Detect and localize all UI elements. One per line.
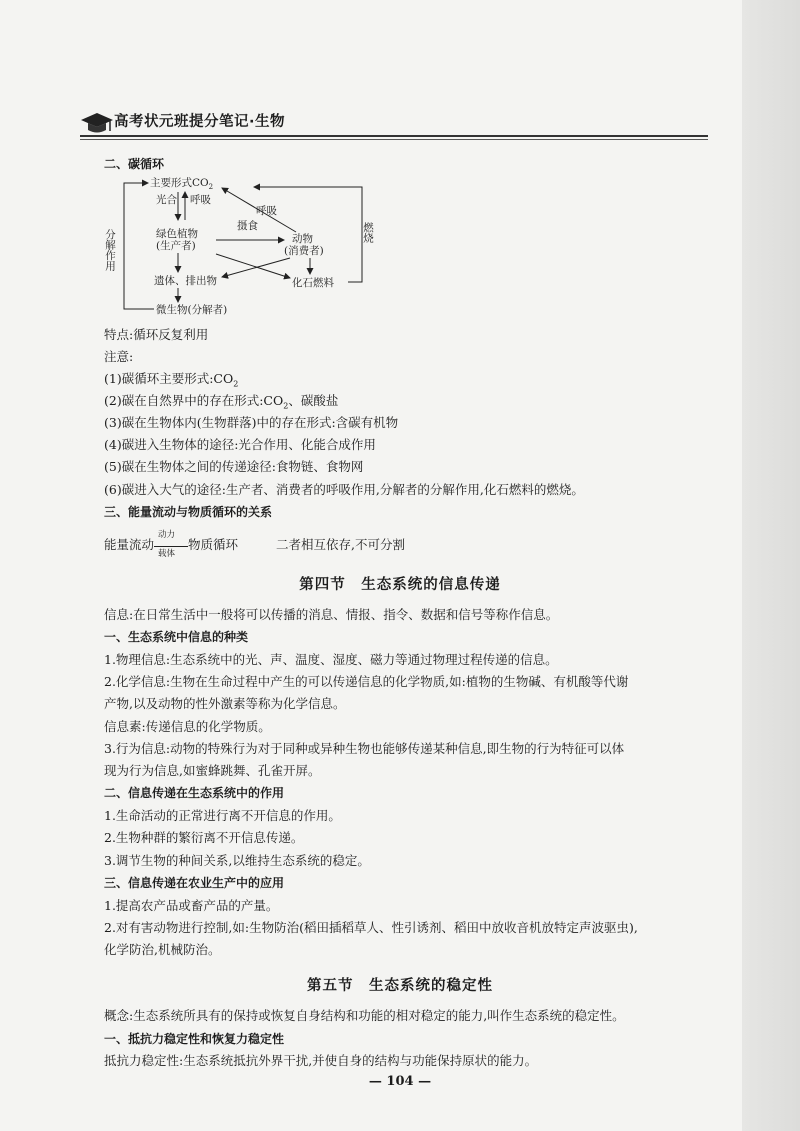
- node-animal: 动物: [292, 233, 313, 245]
- node-decomposer: 微生物(分解者): [156, 304, 228, 316]
- note-2: (2)碳在自然界中的存在形式$:CO_2$、碳酸盐: [104, 393, 339, 411]
- relation-text: 二者相互依存,不可分割: [276, 537, 405, 552]
- chemical-info-cont: 产物,以及动物的性外激素等称为化学信息。: [104, 696, 346, 711]
- physical-info: 1.物理信息:生态系统中的光、声、温度、湿度、磁力等通过物理过程传递的信息。: [104, 652, 558, 667]
- stability-definition: 概念:生态系统所具有的保持或恢复自身结构和功能的相对稳定的能力,叫作生态系统的稳定性。: [104, 1008, 625, 1023]
- energy-relation: [104, 529, 405, 559]
- carbon-note: 注意:: [104, 349, 134, 364]
- section-5-title: 第五节 生态系统的稳定性: [307, 978, 493, 994]
- carbon-cycle-diagram: [104, 174, 404, 324]
- label-respiration: 呼吸: [256, 205, 277, 217]
- section-4-title: 第四节 生态系统的信息传递: [299, 577, 501, 593]
- stability-types-heading: 一、抵抗力稳定性和恢复力稳定性: [104, 1032, 285, 1046]
- agri-1: 1.提高农产品或畜产品的产量。: [104, 898, 279, 913]
- agri-2: 2.对有害动物进行控制,如:生物防治(稻田插稻草人、性引诱剂、稻田中放收音机放特定声波驱虫),: [104, 920, 638, 935]
- behavior-info-cont: 现为行为信息,如蜜蜂跳舞、孔雀开屏。: [104, 763, 321, 778]
- role-3: 3.调节生物的种间关系,以维持生态系统的稳定。: [104, 853, 370, 868]
- behavior-info: 3.行为信息:动物的特殊行为对于同种或异种生物也能够传递某种信息,即生物的行为特征可以体: [104, 741, 625, 756]
- node-plant-role: (生产者): [156, 240, 196, 252]
- note-3: (3)碳在生物体内(生物群落)中的存在形式:含碳有机物: [104, 415, 399, 430]
- label-eating: 摄食: [237, 220, 258, 232]
- agri-heading: 三、信息传递在农业生产中的应用: [104, 876, 285, 890]
- info-role-heading: 二、信息传递在生态系统中的作用: [104, 786, 285, 800]
- label-photosynthesis: 光合: [156, 194, 177, 206]
- label-carrier: 载体: [158, 548, 176, 559]
- node-co2: 主要形式$CO_2$: [150, 177, 214, 191]
- carbon-feature: 特点:循环反复利用: [104, 327, 209, 342]
- page-number: — 104 —: [368, 1074, 432, 1089]
- role-1: 1.生命活动的正常进行离不开信息的作用。: [104, 808, 341, 823]
- node-remains: 遗体、排出物: [154, 275, 217, 287]
- energy-flow: 能量流动: [104, 537, 155, 552]
- energy-heading: 三、能量流动与物质循环的关系: [104, 505, 273, 519]
- label-decomposition: 分解作用: [104, 229, 116, 271]
- role-2: 2.生物种群的繁衍离不开信息传递。: [104, 830, 304, 845]
- note-1: (1)碳循环主要形式$:CO_2$: [104, 371, 239, 389]
- carbon-heading: 二、碳循环: [104, 157, 165, 171]
- resistance-stability: 抵抗力稳定性:生态系统抵抗外界干扰,并使自身的结构与功能保持原状的能力。: [104, 1053, 538, 1068]
- book-title: 高考状元班提分笔记·生物: [114, 114, 286, 130]
- chemical-info: 2.化学信息:生物在生命过程中产生的可以传递信息的化学物质,如:植物的生物碱、有机酸等代谢: [104, 674, 629, 689]
- header-rule-thin: [80, 139, 708, 140]
- note-5: (5)碳在生物体之间的传递途径:食物链、食物网: [104, 459, 364, 474]
- node-plant: 绿色植物: [156, 228, 198, 240]
- arrow-animal-respiration: [222, 188, 296, 232]
- node-fossil-fuel: 化石燃料: [292, 277, 334, 289]
- note-6: (6)碳进入大气的途径:生产者、消费者的呼吸作用,分解者的分解作用,化石燃料的燃烧。: [104, 482, 584, 497]
- label-respiration-small: 呼吸: [190, 194, 211, 206]
- node-animal-role: (消费者): [284, 245, 324, 257]
- arrow-plant-fossil: [216, 254, 290, 278]
- graduation-cap-icon: [80, 110, 114, 136]
- info-types-heading: 一、生态系统中信息的种类: [104, 630, 249, 644]
- header-rule: [80, 135, 708, 137]
- material-cycle: 物质循环: [188, 537, 239, 552]
- label-combustion: 燃烧: [362, 222, 374, 243]
- label-driving-force: 动力: [158, 529, 176, 540]
- arrow-animal-remains: [222, 258, 290, 277]
- agri-2-cont: 化学防治,机械防治。: [104, 942, 221, 957]
- page-edge: [742, 0, 800, 1131]
- info-definition: 信息:在日常生活中一般将可以传播的消息、情报、指令、数据和信号等称作信息。: [104, 607, 559, 622]
- pheromone-def: 信息素:传递信息的化学物质。: [104, 719, 271, 734]
- page-header: [80, 108, 708, 142]
- arrow-decomposition: [124, 183, 154, 309]
- note-4: (4)碳进入生物体的途径:光合作用、化能合成作用: [104, 437, 376, 452]
